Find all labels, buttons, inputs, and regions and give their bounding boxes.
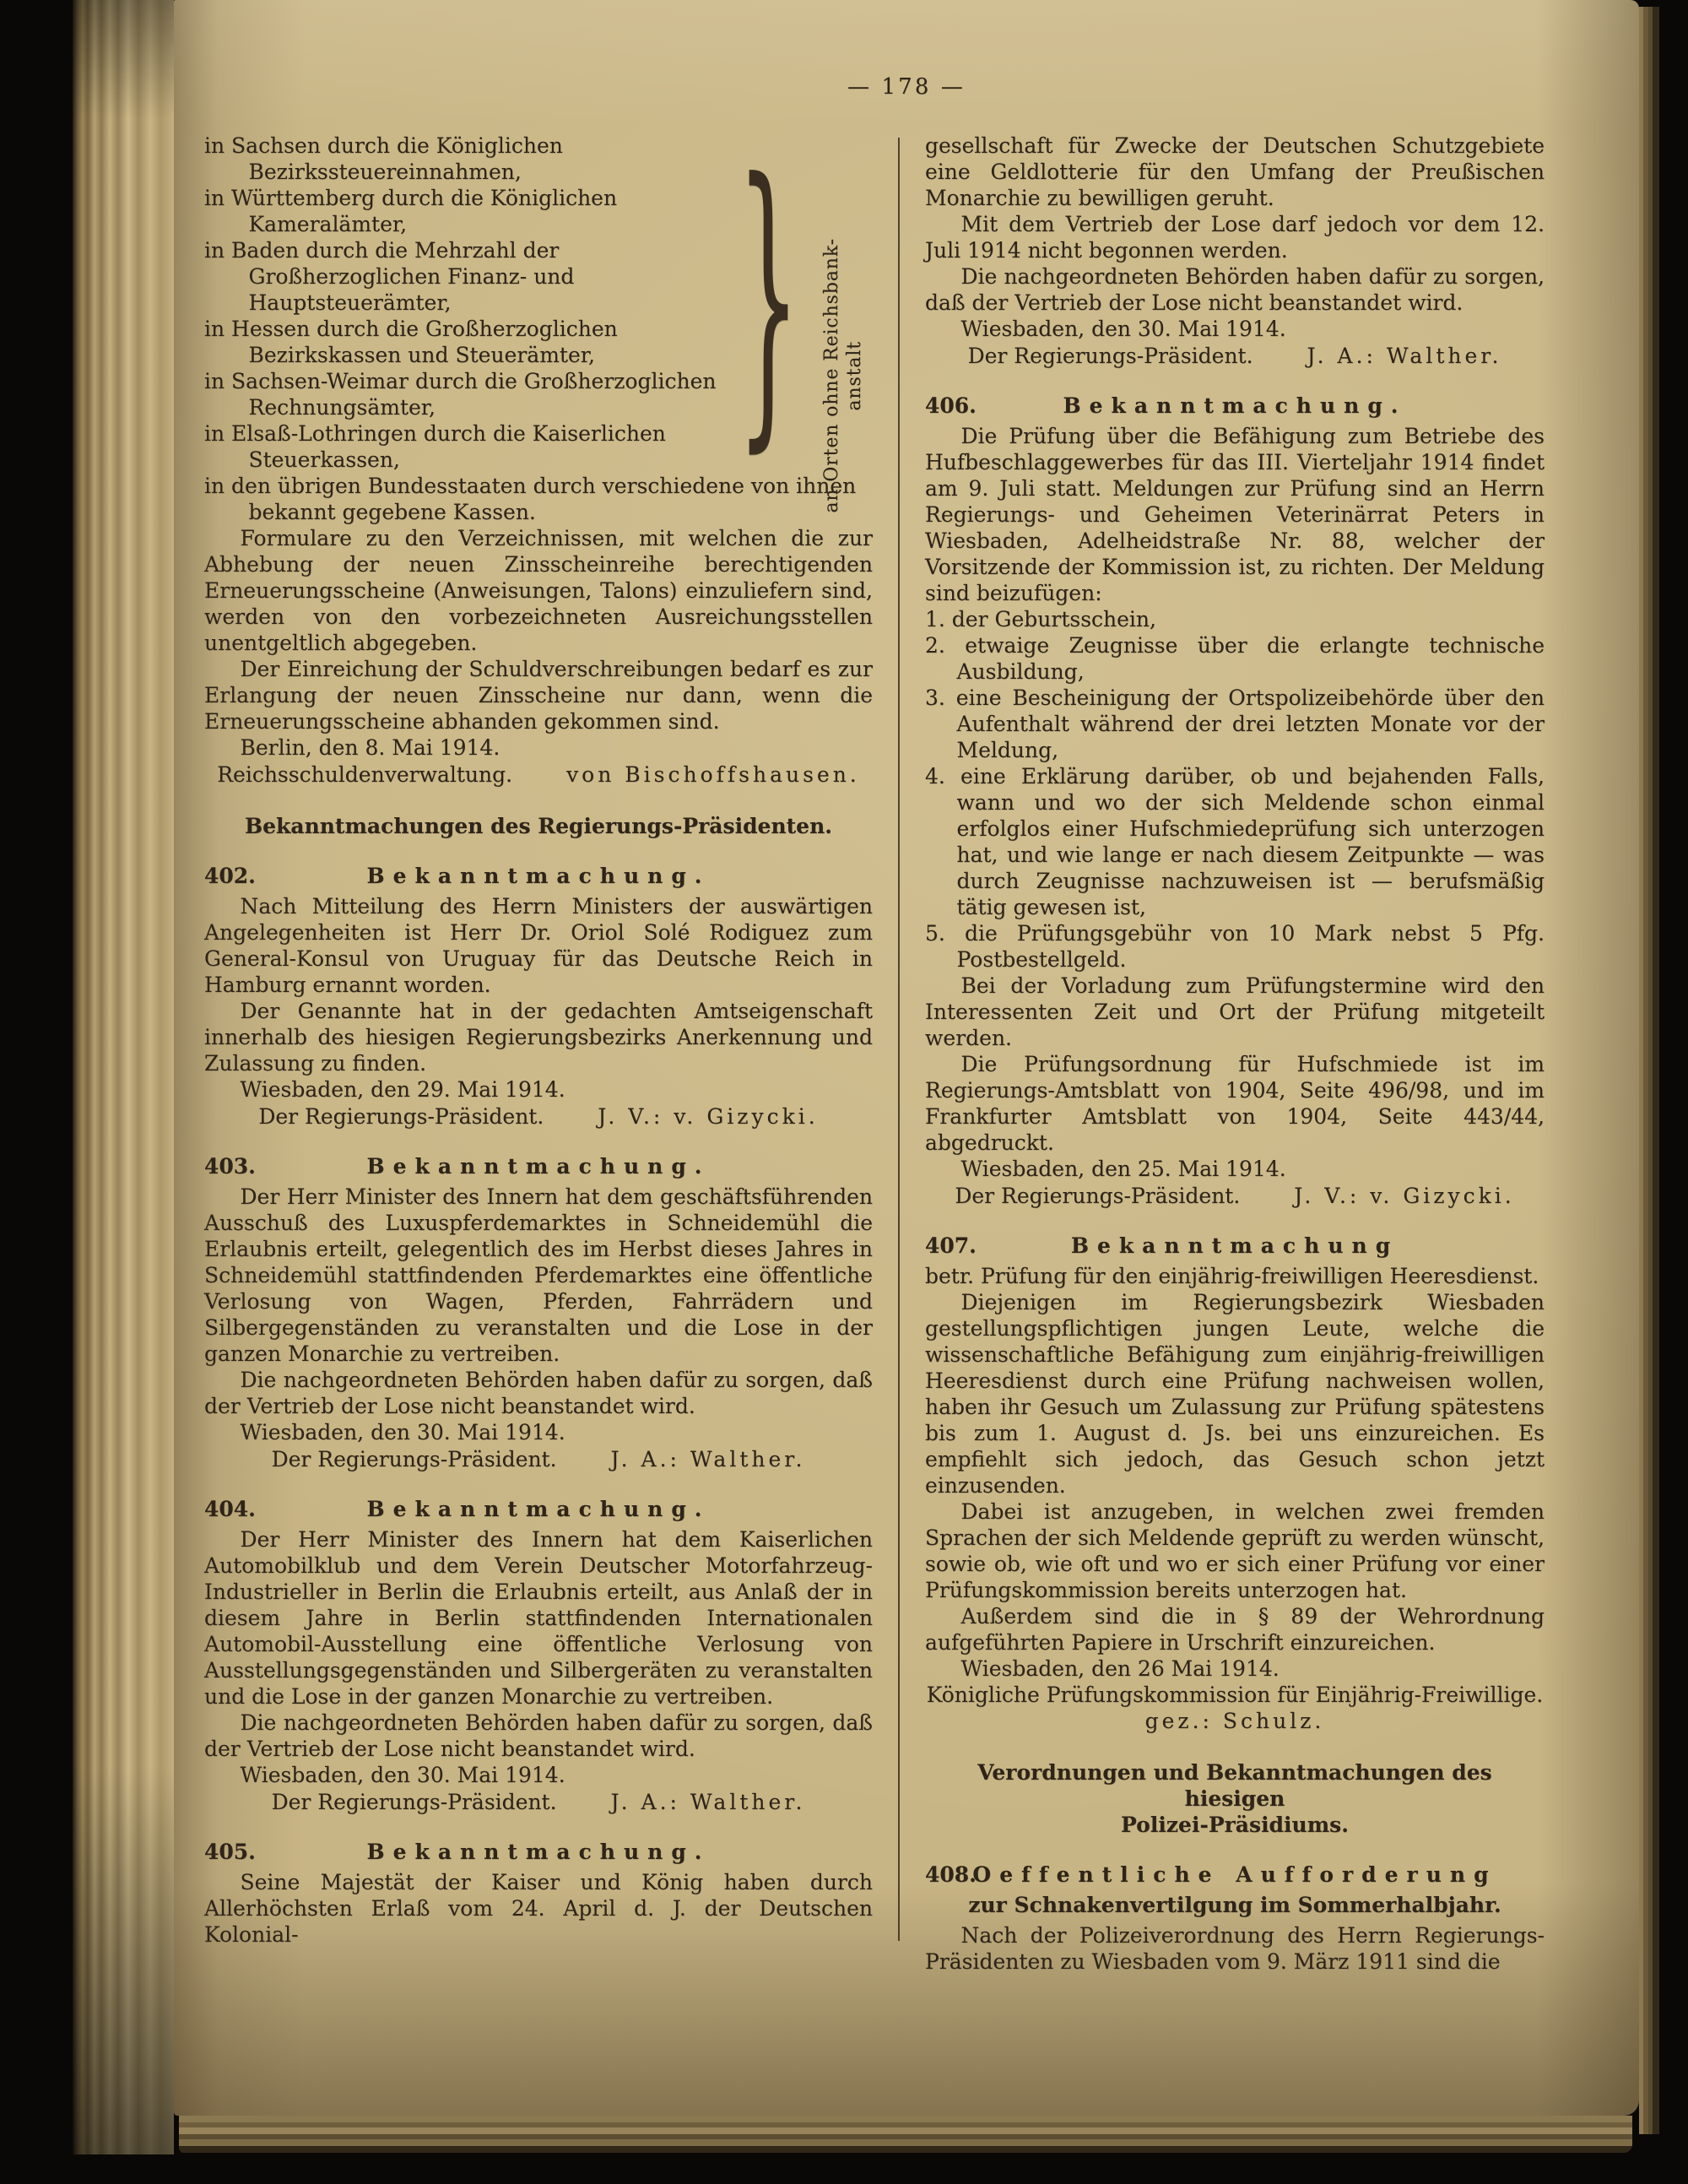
paragraph: Nach Mitteilung des Herrn Ministers der auswärtigen Angelegenheiten ist Herr Dr. Oriol Solé Rodiguez zum General-Konsul von Uruguay für das Deutsche Reich in Hamburg ernannt worden. — [204, 894, 873, 997]
signature-name: J. V.: v. Gizycki. — [1294, 1184, 1515, 1208]
book-binding-page-edges — [73, 0, 174, 2154]
announcement-number: 406. — [925, 393, 977, 418]
paragraph: Dabei ist anzugeben, in welchen zwei fremden Sprachen der sich Meldende geprüft zu werden wünscht, sowie ob, wie oft und wo er sich einer Prüfung vor einer Prüfungskommission bereits unterzogen hat. — [925, 1499, 1545, 1602]
signature-row — [204, 761, 873, 788]
left-column — [204, 117, 873, 1975]
announcement-title: Bekanntmachung. — [366, 1497, 711, 1521]
list-item: in Baden durch die Mehrzahl der Großherzoglichen Finanz- und Hauptsteuerämter, — [204, 238, 575, 315]
announcement-407 — [925, 1233, 1545, 1734]
paragraph: gesellschaft für Zwecke der Deutschen Schutzgebiete eine Geldlotterie für den Umfang der Preußischen Monarchie zu bewilligen geruht. — [925, 133, 1545, 210]
announcement-subtitle: betr. Prüfung für den einjährig-freiwilligen Heeresdienst. — [925, 1264, 1539, 1288]
list-item: in den übrigen Bundesstaaten durch verschiedene von ihnen bekannt gegebene Kassen. — [204, 474, 857, 524]
announcement-number: 407. — [925, 1233, 977, 1258]
signature-row — [925, 343, 1545, 369]
signature-row — [204, 1103, 873, 1130]
announcement-number: 408. — [925, 1862, 977, 1887]
dateline: Wiesbaden, den 29. Mai 1914. — [240, 1077, 565, 1102]
signature-name: von Bischoffshausen. — [566, 762, 860, 787]
announcement-403 — [204, 1153, 873, 1472]
announcement-405-continued — [925, 133, 1545, 369]
list-item: in Württemberg durch die Königlichen Kameralämter, — [204, 186, 618, 236]
announcement-title: Bekanntmachung — [1070, 1233, 1399, 1258]
paragraph: Der Einreichung der Schuldverschreibungen bedarf es zur Erlangung der neuen Zinsscheine nur dann, wenn die Erneuerungsscheine abhanden gekommen sind. — [204, 657, 873, 734]
text-columns — [174, 109, 1639, 1975]
paragraph: Die Prüfungsordnung für Hufschmiede ist im Regierungs-Amtsblatt von 1904, Seite 496/98, und im Frankfurter Amtsblatt von 1904, Seite 443/44, abgedruckt. — [925, 1052, 1545, 1155]
announcement-header — [925, 1233, 1545, 1259]
signature-name: J. A.: Walther. — [1307, 344, 1502, 368]
dateline: Wiesbaden, den 30. Mai 1914. — [240, 1420, 565, 1444]
brace-icon: } — [736, 117, 800, 478]
dateline: Wiesbaden, den 30. Mai 1914. — [240, 1763, 565, 1787]
announcement-408 — [925, 1862, 1545, 1975]
margin-note-line: an Orten ohne Reichsbank- — [821, 238, 842, 513]
announcement-header — [925, 393, 1545, 419]
signature-name: J. V.: v. Gizycki. — [598, 1104, 819, 1129]
page — [174, 0, 1639, 2116]
paragraph: Die nachgeordneten Behörden haben dafür zu sorgen, daß der Vertrieb der Lose nicht beanstandet wird. — [204, 1368, 873, 1418]
dateline: Berlin, den 8. Mai 1914. — [240, 735, 500, 760]
paragraph: Der Herr Minister des Innern hat dem Kaiserlichen Automobilklub und dem Verein Deutscher Motorfahrzeug-Industrieller in Berlin die Erlaubnis erteilt, aus Anlaß der in diesem Jahre in Berlin stattfindenden Internationalen Automobil-Ausstellung eine öffentliche Verlosung von Ausstellungsgegenständen und Silbergeräten zu veranstalten und die Lose in der ganzen Monarchie zu vertreiben. — [204, 1527, 873, 1709]
dateline: Wiesbaden, den 25. Mai 1914. — [960, 1157, 1286, 1181]
page-stack-bottom-edge — [179, 2116, 1632, 2153]
numbered-item: 2. etwaige Zeugnisse über die erlangte technische Ausbildung, — [925, 633, 1545, 684]
paragraph: Diejenigen im Regierungsbezirk Wiesbaden gestellungspflichtigen jungen Leute, welche die wissenschaftliche Befähigung zum einjährig-freiwilligen Heeresdienst durch eine Prüfung nachweisen wollen, haben ihr Gesuch um Zulassung zur Prüfung spätestens bis zum 1. August d. Js. bei uns einzureichen. Es empfiehlt sich jedoch, das Gesuch schon jetzt einzusenden. — [925, 1290, 1545, 1498]
numbered-item: 5. die Prüfungsgebühr von 10 Mark nebst 5 Pfg. Postbestellgeld. — [925, 921, 1545, 972]
announcement-header — [204, 1153, 873, 1179]
numbered-item: 3. eine Bescheinigung der Ortspolizeibehörde über den Aufenthalt während der drei letzten Monate vor der Meldung, — [925, 686, 1545, 762]
signature-row — [925, 1183, 1545, 1209]
signature-office: Der Regierungs-Präsident. — [271, 1790, 557, 1814]
signature-office: Der Regierungs-Präsident. — [271, 1447, 557, 1471]
announcement-number: 402. — [204, 864, 256, 888]
paragraph: Mit dem Vertrieb der Lose darf jedoch vor dem 12. Juli 1914 nicht begonnen werden. — [925, 212, 1545, 263]
announcement-title: Oeffentliche Aufforderung — [972, 1862, 1497, 1887]
paragraph: Die Prüfung über die Befähigung zum Betriebe des Hufbeschlaggewerbes für das III. Vierteljahr 1914 findet am 9. Juli statt. Meldungen zur Prüfung sind an Herrn Regierungs- und Geheimen Veterinärrat Peters in Wiesbaden, Adelheidstraße Nr. 88, welcher der Vorsitzende der Kommission ist, zu richten. Der Meldung sind beizufügen: — [925, 424, 1545, 605]
paragraph: Bei der Vorladung zum Prüfungstermine wird den Interessenten Zeit und Ort der Prüfung mitgeteilt werden. — [925, 973, 1545, 1050]
distribution-list — [204, 117, 873, 525]
announcement-402 — [204, 863, 873, 1130]
list-item: in Sachsen durch die Königlichen Bezirkssteuereinnahmen, — [204, 133, 563, 184]
page-number: — 178 — — [847, 74, 966, 100]
announcement-number: 405. — [204, 1840, 256, 1864]
announcement-number: 404. — [204, 1497, 256, 1521]
section-heading: Bekanntmachungen des Regierungs-Präsidenten. — [245, 814, 832, 838]
signature-office: Der Regierungs-Präsident. — [258, 1104, 544, 1129]
signature-office: Der Regierungs-Präsident. — [967, 344, 1253, 368]
announcement-405 — [204, 1839, 873, 1948]
announcement-header — [925, 1862, 1545, 1888]
announcement-404 — [204, 1496, 873, 1815]
announcement-title: Bekanntmachung. — [366, 1154, 711, 1179]
list-item: in Sachsen-Weimar durch die Großherzoglichen Rechnungsämter, — [204, 369, 717, 420]
announcement-number: 403. — [204, 1154, 256, 1179]
signature-office: Königliche Prüfungskommission für Einjährig-Freiwillige. — [926, 1683, 1544, 1707]
section-heading-line: Polizei-Präsidiums. — [1121, 1813, 1349, 1837]
signature-row — [204, 1789, 873, 1815]
announcement-header — [204, 863, 873, 889]
announcement-header — [204, 1839, 873, 1865]
column-divider — [898, 138, 900, 1941]
announcement-subtitle: zur Schnakenvertilgung im Sommerhalbjahr. — [968, 1893, 1501, 1917]
page-stack-right-edge — [1639, 7, 1659, 2134]
margin-note-vertical — [821, 139, 866, 612]
paragraph: Der Herr Minister des Innern hat dem geschäftsführenden Ausschuß des Luxuspferdemarktes in Schneidemühl die Erlaubnis erteilt, gelegentlich des im Herbst dieses Jahres in Schneidemühl stattfindenden Pferdemarktes eine öffentliche Verlosung von Wagen, Pferden, Fahrrädern und Silbergegenständen zu veranstalten und die Lose in der ganzen Monarchie zu vertreiben. — [204, 1184, 873, 1366]
announcement-title: Bekanntmachung. — [366, 864, 711, 888]
list-item: in Elsaß-Lothringen durch die Kaiserlichen Steuerkassen, — [204, 421, 666, 472]
announcement-title: Bekanntmachung. — [1063, 393, 1407, 418]
announcement-title: Bekanntmachung. — [366, 1840, 711, 1864]
dateline: Wiesbaden, den 26 Mai 1914. — [960, 1656, 1280, 1681]
paragraph: Formulare zu den Verzeichnissen, mit welchen die zur Abhebung der neuen Zinsscheinreihe berechtigenden Erneuerungsscheine (Anweisungen, Talons) einzuliefern sind, werden von den vorbezeichneten Ausreichungsstellen unentgeltlich abgegeben. — [204, 526, 873, 655]
section-heading — [925, 1759, 1545, 1838]
paragraph: Die nachgeordneten Behörden haben dafür zu sorgen, daß der Vertrieb der Lose nicht beanstandet wird. — [204, 1710, 873, 1761]
signature-name: gez.: Schulz. — [1144, 1709, 1325, 1733]
signature-office: Der Regierungs-Präsident. — [955, 1184, 1241, 1208]
paragraph: Der Genannte hat in der gedachten Amtseigenschaft innerhalb des hiesigen Regierungsbezirks Anerkennung und Zulassung zu finden. — [204, 999, 873, 1076]
announcement-406 — [925, 393, 1545, 1209]
paragraph: Nach der Polizeiverordnung des Herrn Regierungs-Präsidenten zu Wiesbaden vom 9. März 1911 sind die — [925, 1923, 1545, 1974]
dateline: Wiesbaden, den 30. Mai 1914. — [960, 317, 1286, 341]
announcement-header — [204, 1496, 873, 1522]
paragraph: Seine Majestät der Kaiser und König haben durch Allerhöchsten Erlaß vom 24. April d. J. der Deutschen Kolonial- — [204, 1870, 873, 1947]
section-heading-line: Verordnungen und Bekanntmachungen des hiesigen — [977, 1760, 1492, 1811]
signature-row — [204, 1446, 873, 1472]
list-item: in Hessen durch die Großherzoglichen Bezirkskassen und Steuerämter, — [204, 317, 618, 367]
paragraph: Außerdem sind die in § 89 der Wehrordnung aufgeführten Papiere in Urschrift einzureichen. — [925, 1604, 1545, 1655]
numbered-item: 1. der Geburtsschein, — [925, 607, 1156, 631]
numbered-item: 4. eine Erklärung darüber, ob und bejahenden Falls, wann und wo der sich Meldende schon einmal erfolglos einer Hufschmiedeprüfung sich unterzogen hat, und wie lange er nach diesem Zeitpunkte — was durch Zeugnisse nachzuweisen ist — berufsmäßig tätig gewesen ist, — [925, 764, 1545, 919]
signature-office: Reichsschuldenverwaltung. — [217, 762, 513, 787]
margin-note-line: anstalt — [844, 340, 865, 411]
paragraph: Die nachgeordneten Behörden haben dafür zu sorgen, daß der Vertrieb der Lose nicht beanstandet wird. — [925, 264, 1545, 315]
signature-name: J. A.: Walther. — [610, 1447, 806, 1471]
right-column — [925, 133, 1545, 1975]
signature-name: J. A.: Walther. — [610, 1790, 806, 1814]
